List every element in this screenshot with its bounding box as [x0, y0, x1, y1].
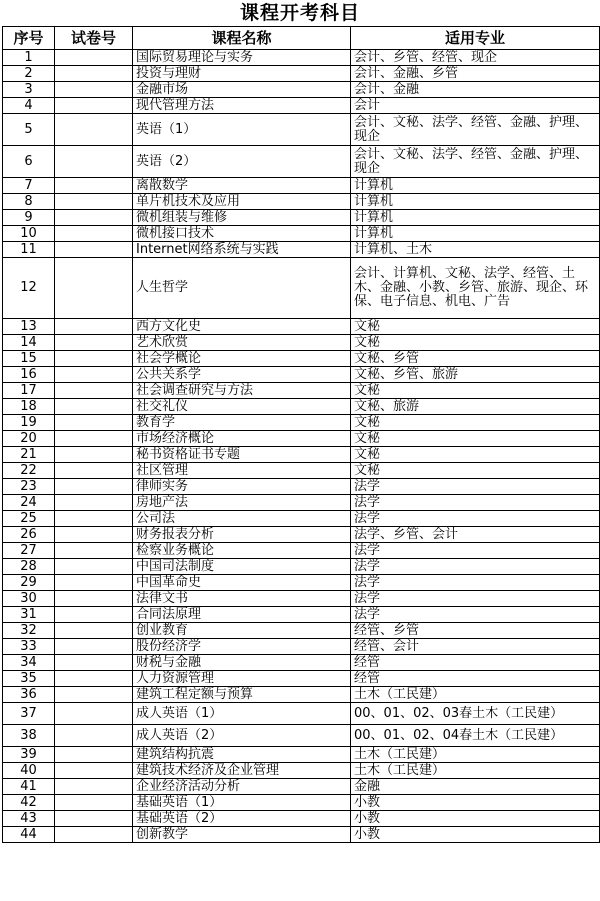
paper-cell: [55, 575, 133, 591]
serial-cell: 38: [3, 725, 55, 747]
table-row: [3, 463, 600, 479]
course-name-cell: 财务报表分析: [133, 527, 351, 543]
major-cell: 00、01、02、03春土木（工民建）: [351, 703, 600, 725]
major-cell: 会计、金融: [351, 82, 600, 98]
serial-cell: 2: [3, 66, 55, 82]
paper-cell: [55, 747, 133, 763]
major-cell: 小教: [351, 811, 600, 827]
serial-cell: 43: [3, 811, 55, 827]
paper-cell: [55, 447, 133, 463]
serial-cell: 14: [3, 335, 55, 351]
serial-cell: 16: [3, 367, 55, 383]
paper-cell: [55, 383, 133, 399]
major-cell: 会计: [351, 98, 600, 114]
major-cell: 00、01、02、04春土木（工民建）: [351, 725, 600, 747]
paper-cell: [55, 527, 133, 543]
serial-cell: 17: [3, 383, 55, 399]
paper-cell: [55, 543, 133, 559]
serial-cell: 31: [3, 607, 55, 623]
paper-cell: [55, 242, 133, 258]
table-row: [3, 575, 600, 591]
course-name-cell: 微机接口技术: [133, 226, 351, 242]
table-row: [3, 639, 600, 655]
major-cell: 文秘: [351, 447, 600, 463]
major-cell: 小教: [351, 827, 600, 843]
table-row: [3, 655, 600, 671]
major-cell: 土木（工民建）: [351, 687, 600, 703]
paper-cell: [55, 725, 133, 747]
table-row: [3, 82, 600, 98]
table-row: [3, 607, 600, 623]
course-name-cell: 创新教学: [133, 827, 351, 843]
course-name-cell: 微机组装与维修: [133, 210, 351, 226]
table-row: [3, 559, 600, 575]
serial-cell: 41: [3, 779, 55, 795]
paper-cell: [55, 479, 133, 495]
serial-cell: 42: [3, 795, 55, 811]
major-cell: 文秘: [351, 415, 600, 431]
table-row: [3, 479, 600, 495]
table-row: [3, 399, 600, 415]
table-row: [3, 591, 600, 607]
table-row: [3, 725, 600, 747]
table-row: [3, 415, 600, 431]
course-name-cell: 法律文书: [133, 591, 351, 607]
serial-cell: 6: [3, 146, 55, 178]
course-name-cell: 房地产法: [133, 495, 351, 511]
paper-cell: [55, 779, 133, 795]
major-cell: 法学: [351, 591, 600, 607]
paper-cell: [55, 319, 133, 335]
table-row: [3, 779, 600, 795]
serial-cell: 8: [3, 194, 55, 210]
table-row: [3, 543, 600, 559]
table-row: [3, 367, 600, 383]
course-name-cell: 艺术欣赏: [133, 335, 351, 351]
major-cell: 法学: [351, 511, 600, 527]
table-row: [3, 495, 600, 511]
major-cell: 会计、计算机、文秘、法学、经管、土木、金融、小教、乡管、旅游、现企、环保、电子信息、机电、广告: [351, 258, 600, 319]
table-row: [3, 335, 600, 351]
paper-cell: [55, 495, 133, 511]
major-cell: 经管、乡管: [351, 623, 600, 639]
paper-cell: [55, 463, 133, 479]
serial-cell: 18: [3, 399, 55, 415]
table-row: [3, 242, 600, 258]
major-cell: 计算机: [351, 178, 600, 194]
major-cell: 计算机: [351, 210, 600, 226]
table-row: [3, 351, 600, 367]
course-name-cell: 秘书资格证书专题: [133, 447, 351, 463]
paper-cell: [55, 687, 133, 703]
course-name-cell: 检察业务概论: [133, 543, 351, 559]
serial-cell: 1: [3, 50, 55, 66]
serial-cell: 10: [3, 226, 55, 242]
paper-cell: [55, 194, 133, 210]
major-cell: 土木（工民建）: [351, 747, 600, 763]
course-name-cell: 投资与理财: [133, 66, 351, 82]
major-cell: 法学、乡管、会计: [351, 527, 600, 543]
major-cell: 文秘、乡管、旅游: [351, 367, 600, 383]
page-title: 课程开考科目: [239, 2, 360, 24]
paper-cell: [55, 655, 133, 671]
table-body: [3, 50, 600, 843]
course-name-cell: 英语（2）: [133, 146, 351, 178]
serial-cell: 44: [3, 827, 55, 843]
course-name-cell: 教育学: [133, 415, 351, 431]
serial-cell: 36: [3, 687, 55, 703]
paper-cell: [55, 415, 133, 431]
serial-cell: 26: [3, 527, 55, 543]
paper-cell: [55, 763, 133, 779]
course-name-cell: 基础英语（1）: [133, 795, 351, 811]
serial-cell: 39: [3, 747, 55, 763]
course-table: [2, 26, 600, 843]
table-row: [3, 50, 600, 66]
course-name-cell: 中国司法制度: [133, 559, 351, 575]
serial-cell: 21: [3, 447, 55, 463]
course-name-cell: 英语（1）: [133, 114, 351, 146]
paper-cell: [55, 210, 133, 226]
serial-cell: 34: [3, 655, 55, 671]
course-name-cell: 成人英语（2）: [133, 725, 351, 747]
course-name-cell: 公共关系学: [133, 367, 351, 383]
major-cell: 土木（工民建）: [351, 763, 600, 779]
header-serial: 序号: [3, 27, 55, 50]
paper-cell: [55, 351, 133, 367]
serial-cell: 24: [3, 495, 55, 511]
header-course-name: 课程名称: [133, 27, 351, 50]
serial-cell: 12: [3, 258, 55, 319]
course-name-cell: 社会学概论: [133, 351, 351, 367]
paper-cell: [55, 795, 133, 811]
serial-cell: 25: [3, 511, 55, 527]
course-name-cell: 社区管理: [133, 463, 351, 479]
table-row: [3, 811, 600, 827]
course-name-cell: 建筑结构抗震: [133, 747, 351, 763]
serial-cell: 40: [3, 763, 55, 779]
major-cell: 经管: [351, 671, 600, 687]
course-name-cell: 现代管理方法: [133, 98, 351, 114]
major-cell: 小教: [351, 795, 600, 811]
table-row: [3, 194, 600, 210]
course-name-cell: Internet网络系统与实践: [133, 242, 351, 258]
table-row: [3, 763, 600, 779]
course-name-cell: 成人英语（1）: [133, 703, 351, 725]
paper-cell: [55, 607, 133, 623]
major-cell: 法学: [351, 575, 600, 591]
serial-cell: 30: [3, 591, 55, 607]
serial-cell: 37: [3, 703, 55, 725]
serial-cell: 22: [3, 463, 55, 479]
major-cell: 经管、会计: [351, 639, 600, 655]
table-row: [3, 431, 600, 447]
serial-cell: 28: [3, 559, 55, 575]
header-paper-number: 试卷号: [55, 27, 133, 50]
course-name-cell: 市场经济概论: [133, 431, 351, 447]
serial-cell: 4: [3, 98, 55, 114]
paper-cell: [55, 559, 133, 575]
course-name-cell: 基础英语（2）: [133, 811, 351, 827]
table-row: [3, 511, 600, 527]
major-cell: 计算机: [351, 194, 600, 210]
table-row: [3, 447, 600, 463]
paper-cell: [55, 399, 133, 415]
serial-cell: 13: [3, 319, 55, 335]
course-name-cell: 单片机技术及应用: [133, 194, 351, 210]
major-cell: 文秘: [351, 383, 600, 399]
paper-cell: [55, 367, 133, 383]
paper-cell: [55, 703, 133, 725]
course-name-cell: 金融市场: [133, 82, 351, 98]
major-cell: 文秘: [351, 319, 600, 335]
serial-cell: 9: [3, 210, 55, 226]
major-cell: 法学: [351, 495, 600, 511]
major-cell: 法学: [351, 543, 600, 559]
major-cell: 会计、文秘、法学、经管、金融、护理、现企: [351, 114, 600, 146]
table-row: [3, 114, 600, 146]
table-row: [3, 687, 600, 703]
course-name-cell: 创业教育: [133, 623, 351, 639]
serial-cell: 15: [3, 351, 55, 367]
paper-cell: [55, 591, 133, 607]
table-row: [3, 795, 600, 811]
major-cell: 文秘、乡管: [351, 351, 600, 367]
table-row: [3, 146, 600, 178]
major-cell: 会计、金融、乡管: [351, 66, 600, 82]
table-header-row: [3, 27, 600, 50]
table-row: [3, 66, 600, 82]
paper-cell: [55, 827, 133, 843]
course-name-cell: 离散数学: [133, 178, 351, 194]
course-name-cell: 股份经济学: [133, 639, 351, 655]
paper-cell: [55, 178, 133, 194]
course-name-cell: 公司法: [133, 511, 351, 527]
serial-cell: 29: [3, 575, 55, 591]
paper-cell: [55, 50, 133, 66]
paper-cell: [55, 335, 133, 351]
course-name-cell: 西方文化史: [133, 319, 351, 335]
paper-cell: [55, 623, 133, 639]
table-row: [3, 226, 600, 242]
paper-cell: [55, 114, 133, 146]
serial-cell: 32: [3, 623, 55, 639]
course-name-cell: 企业经济活动分析: [133, 779, 351, 795]
table-row: [3, 747, 600, 763]
table-row: [3, 258, 600, 319]
major-cell: 会计、乡管、经管、现企: [351, 50, 600, 66]
table-row: [3, 527, 600, 543]
paper-cell: [55, 671, 133, 687]
major-cell: 计算机: [351, 226, 600, 242]
table-row: [3, 383, 600, 399]
paper-cell: [55, 82, 133, 98]
table-row: [3, 623, 600, 639]
serial-cell: 3: [3, 82, 55, 98]
course-name-cell: 国际贸易理论与实务: [133, 50, 351, 66]
table-row: [3, 671, 600, 687]
table-row: [3, 827, 600, 843]
paper-cell: [55, 66, 133, 82]
major-cell: 金融: [351, 779, 600, 795]
paper-cell: [55, 98, 133, 114]
paper-cell: [55, 811, 133, 827]
paper-cell: [55, 639, 133, 655]
major-cell: 法学: [351, 479, 600, 495]
course-name-cell: 合同法原理: [133, 607, 351, 623]
paper-cell: [55, 226, 133, 242]
major-cell: 文秘、旅游: [351, 399, 600, 415]
course-name-cell: 律师实务: [133, 479, 351, 495]
course-name-cell: 建筑技术经济及企业管理: [133, 763, 351, 779]
paper-cell: [55, 431, 133, 447]
major-cell: 会计、文秘、法学、经管、金融、护理、现企: [351, 146, 600, 178]
major-cell: 法学: [351, 607, 600, 623]
major-cell: 法学: [351, 559, 600, 575]
serial-cell: 20: [3, 431, 55, 447]
serial-cell: 35: [3, 671, 55, 687]
serial-cell: 19: [3, 415, 55, 431]
course-name-cell: 人力资源管理: [133, 671, 351, 687]
course-name-cell: 社会调查研究与方法: [133, 383, 351, 399]
table-row: [3, 703, 600, 725]
paper-cell: [55, 146, 133, 178]
paper-cell: [55, 258, 133, 319]
paper-cell: [55, 511, 133, 527]
course-name-cell: 建筑工程定额与预算: [133, 687, 351, 703]
major-cell: 文秘: [351, 431, 600, 447]
serial-cell: 7: [3, 178, 55, 194]
table-row: [3, 98, 600, 114]
table-row: [3, 178, 600, 194]
serial-cell: 5: [3, 114, 55, 146]
serial-cell: 27: [3, 543, 55, 559]
header-applicable-major: 适用专业: [351, 27, 600, 50]
table-row: [3, 210, 600, 226]
table-row: [3, 319, 600, 335]
course-name-cell: 中国革命史: [133, 575, 351, 591]
major-cell: 计算机、土木: [351, 242, 600, 258]
major-cell: 文秘: [351, 463, 600, 479]
course-name-cell: 人生哲学: [133, 258, 351, 319]
serial-cell: 23: [3, 479, 55, 495]
course-name-cell: 社交礼仪: [133, 399, 351, 415]
course-name-cell: 财税与金融: [133, 655, 351, 671]
major-cell: 文秘: [351, 335, 600, 351]
major-cell: 经管: [351, 655, 600, 671]
serial-cell: 11: [3, 242, 55, 258]
serial-cell: 33: [3, 639, 55, 655]
